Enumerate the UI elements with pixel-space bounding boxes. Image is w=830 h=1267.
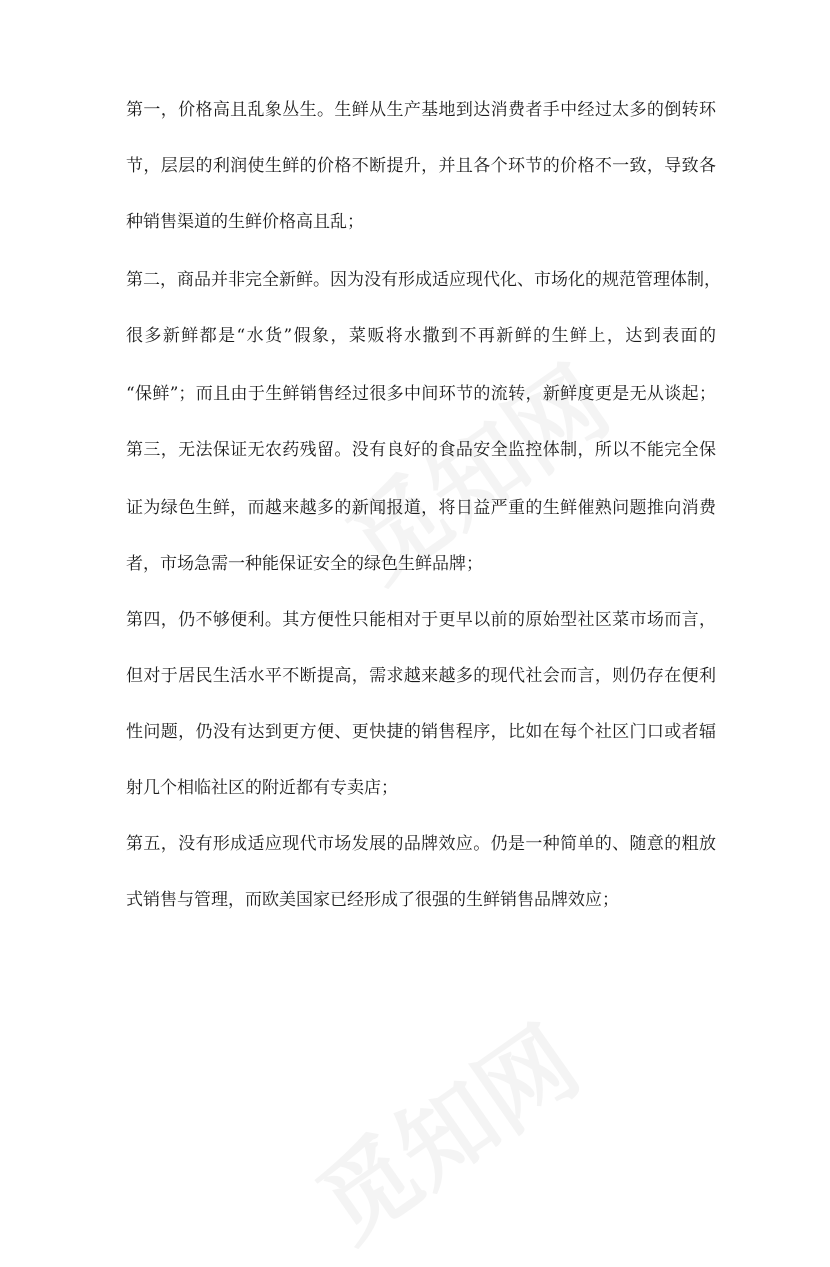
paragraph-line: 性问题，仍没有达到更方便、更快捷的销售程序，比如在每个社区门口或者辐	[126, 722, 716, 742]
paragraph-line: 第三，无法保证无农药残留。没有良好的食品安全监控体制，所以不能完全保	[126, 440, 716, 460]
paragraph-line: 很多新鲜都是“水货”假象，菜贩将水撒到不再新鲜的生鲜上，达到表面的	[126, 326, 716, 346]
paragraph-line: 第一，价格高且乱象丛生。生鲜从生产基地到达消费者手中经过太多的倒转环	[126, 100, 716, 120]
watermark	[287, 990, 601, 1267]
paragraph-line: 第四，仍不够便利。其方便性只能相对于更早以前的原始型社区菜市场而言，	[126, 610, 716, 630]
paragraph-line: “保鲜”；而且由于生鲜销售经过很多中间环节的流转，新鲜度更是无从谈起；	[126, 384, 716, 404]
paragraph-line: 第五，没有形成适应现代市场发展的品牌效应。仍是一种简单的、随意的粗放	[126, 834, 716, 854]
paragraph-line: 节，层层的利润使生鲜的价格不断提升，并且各个环节的价格不一致，导致各	[126, 156, 716, 176]
paragraph-line: 但对于居民生活水平不断提高，需求越来越多的现代社会而言，则仍存在便利	[126, 666, 716, 686]
paragraph-line: 证为绿色生鲜，而越来越多的新闻报道，将日益严重的生鲜催熟问题推向消费	[126, 498, 716, 518]
paragraph-line: 者，市场急需一种能保证安全的绿色生鲜品牌；	[126, 554, 483, 574]
paragraph-line: 射几个相临社区的附近都有专卖店；	[126, 778, 398, 798]
paragraph-line: 种销售渠道的生鲜价格高且乱；	[126, 212, 364, 232]
paragraph-line: 第二，商品并非完全新鲜。因为没有形成适应现代化、市场化的规范管理体制，	[126, 270, 721, 290]
paragraph-line: 式销售与管理，而欧美国家已经形成了很强的生鲜销售品牌效应；	[126, 890, 619, 910]
